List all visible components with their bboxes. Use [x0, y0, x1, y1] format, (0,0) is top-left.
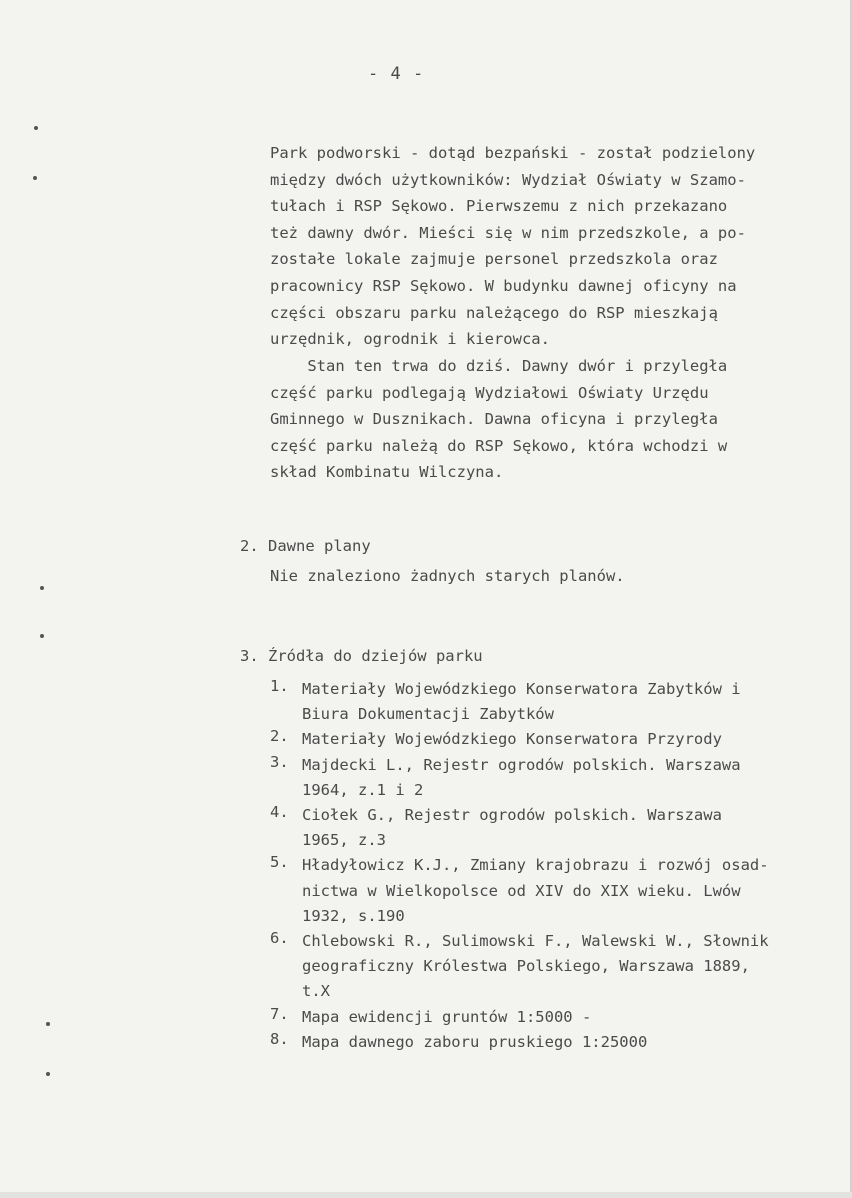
- source-number: 2.: [270, 727, 289, 746]
- source-text: Ciołek G., Rejestr ogrodów polskich. Warszawa 1965, z.3: [302, 806, 722, 850]
- source-text: Majdecki L., Rejestr ogrodów polskich. Warszawa 1964, z.1 i 2: [302, 755, 741, 799]
- source-item-6: [270, 929, 840, 1005]
- source-number: 4.: [270, 803, 289, 822]
- paragraph-current-state: Stan ten trwa do dziś. Dawny dwór i przyległa część parku podlegają Wydziałowi Oświaty Urzędu Gminnego w Dusznikach. Dawna oficyna i przyległa część parku należą do RSP Sękowo, która wchodzi w skład Kombinatu Wilczyna.: [270, 357, 728, 482]
- page-bottom-edge: [0, 1192, 852, 1198]
- source-number: 7.: [270, 1004, 289, 1023]
- source-item-3: [270, 753, 840, 803]
- source-number: 6.: [270, 929, 289, 948]
- punch-hole-mark: [34, 126, 38, 130]
- source-number: 3.: [270, 752, 289, 771]
- source-text: Mapa dawnego zaboru pruskiego 1:25000: [302, 1032, 648, 1051]
- punch-hole-mark: [46, 1072, 50, 1076]
- section-2-text: Nie znaleziono żadnych starych planów.: [270, 567, 625, 585]
- punch-hole-mark: [40, 634, 44, 638]
- source-item-7: [270, 1005, 840, 1030]
- source-text: Chlebowski R., Sulimowski F., Walewski W., Słownik geograficzny Królestwa Polskiego, Warszawa 1889, t.X: [302, 932, 769, 1001]
- punch-hole-mark: [46, 1022, 50, 1026]
- section-3-title: 3. Źródła do dziejów parku: [240, 647, 483, 665]
- source-item-8: [270, 1030, 840, 1055]
- source-item-1: [270, 677, 840, 727]
- source-number: 8.: [270, 1029, 289, 1048]
- source-text: Mapa ewidencji gruntów 1:5000 -: [302, 1007, 592, 1026]
- source-text: Materiały Wojewódzkiego Konserwatora Przyrody: [302, 730, 722, 749]
- source-item-4: [270, 803, 840, 853]
- source-item-2: [270, 727, 840, 752]
- source-number: 5.: [270, 853, 289, 872]
- source-text: Hładyłowicz K.J., Zmiany krajobrazu i rozwój osad- nictwa w Wielkopolsce od XIV do XIX wieku. Lwów 1932, s.190: [302, 856, 769, 925]
- source-item-5: [270, 853, 840, 929]
- punch-hole-mark: [33, 176, 37, 180]
- source-number: 1.: [270, 677, 289, 695]
- source-text: Materiały Wojewódzkiego Konserwatora Zabytków i Biura Dokumentacji Zabytków: [302, 680, 741, 724]
- page-number: - 4 -: [368, 64, 425, 84]
- paragraph-park-division: Park podworski - dotąd bezpański - został podzielony między dwóch użytkowników: Wydział Oświaty w Szamo- tułach i RSP Sękowo. Pierwszemu z nich przekazano też dawny dwór. Mieści się w nim przedszkole, a po- zostałe lokale zajmuje personel przedszkola oraz pracownicy RSP Sękowo. W budynku dawnej oficyny na części obszaru parku należącego do RSP mieszkają urzędnik, ogrodnik i kierowca.: [270, 144, 756, 349]
- sources-list: [270, 677, 840, 1055]
- section-2-title: 2. Dawne plany: [240, 537, 371, 555]
- punch-hole-mark: [40, 586, 44, 590]
